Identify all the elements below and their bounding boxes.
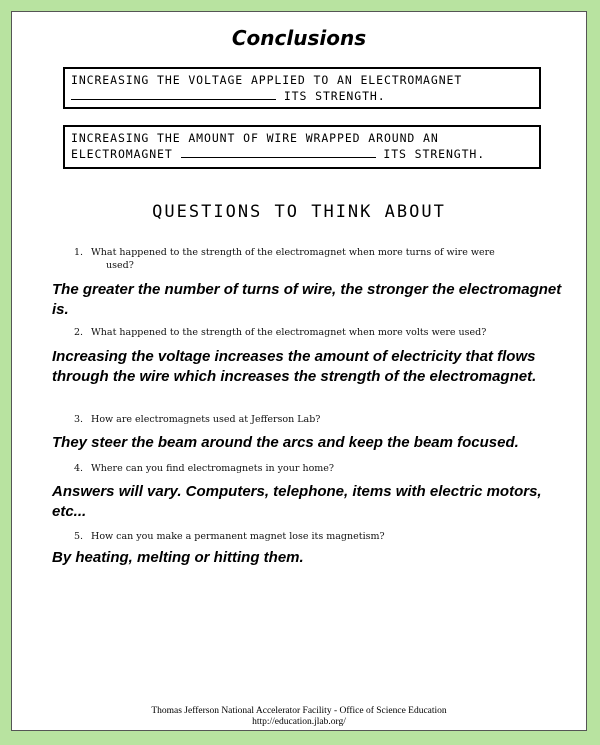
question-1	[74, 246, 534, 272]
answer-blank[interactable]	[181, 146, 376, 158]
question-3	[74, 413, 534, 426]
question-text: used?	[106, 260, 134, 271]
fill-in-text: INCREASING THE AMOUNT OF WIRE WRAPPED AROUND AN	[71, 131, 439, 145]
footer	[12, 706, 586, 728]
footer-organization: Thomas Jefferson National Accelerator Facility - Office of Science Education	[151, 706, 447, 716]
fill-in-text: ELECTROMAGNET	[71, 147, 173, 161]
answer-4: Answers will vary. Computers, telephone, items with electric motors, etc...	[52, 483, 542, 520]
fill-in-text: INCREASING THE VOLTAGE APPLIED TO AN ELECTROMAGNET	[71, 73, 463, 87]
question-number: 3.	[74, 414, 84, 425]
answer-3: They steer the beam around the arcs and keep the beam focused.	[52, 434, 519, 451]
question-2	[74, 326, 534, 339]
question-text: How are electromagnets used at Jefferson Lab?	[91, 414, 321, 425]
question-number: 4.	[74, 463, 84, 474]
question-5	[74, 530, 534, 543]
answer-5: By heating, melting or hitting them.	[52, 549, 304, 566]
question-text: Where can you find electromagnets in your home?	[91, 463, 335, 474]
fill-in-box-voltage	[63, 67, 541, 109]
fill-in-box-wire	[63, 125, 541, 169]
question-text: What happened to the strength of the electromagnet when more turns of wire were	[91, 247, 495, 258]
page-title: Conclusions	[231, 26, 367, 50]
question-text: What happened to the strength of the electromagnet when more volts were used?	[91, 327, 487, 338]
fill-in-text: ITS STRENGTH.	[383, 147, 486, 161]
question-number: 1.	[74, 247, 84, 258]
question-4	[74, 462, 534, 475]
question-number: 2.	[74, 327, 84, 338]
answer-blank[interactable]	[71, 88, 276, 100]
question-number: 5.	[74, 531, 84, 542]
question-text: How can you make a permanent magnet lose its magnetism?	[91, 531, 385, 542]
footer-url[interactable]: http://education.jlab.org/	[252, 717, 346, 727]
answer-1: The greater the number of turns of wire, the stronger the electromagnet is.	[52, 281, 562, 318]
fill-in-text: ITS STRENGTH.	[283, 89, 386, 103]
worksheet-page	[11, 11, 587, 731]
questions-heading: QUESTIONS TO THINK ABOUT	[152, 202, 446, 222]
answer-2: Increasing the voltage increases the amount of electricity that flows through the wire which increases the strength of the electromagnet.	[52, 348, 537, 385]
